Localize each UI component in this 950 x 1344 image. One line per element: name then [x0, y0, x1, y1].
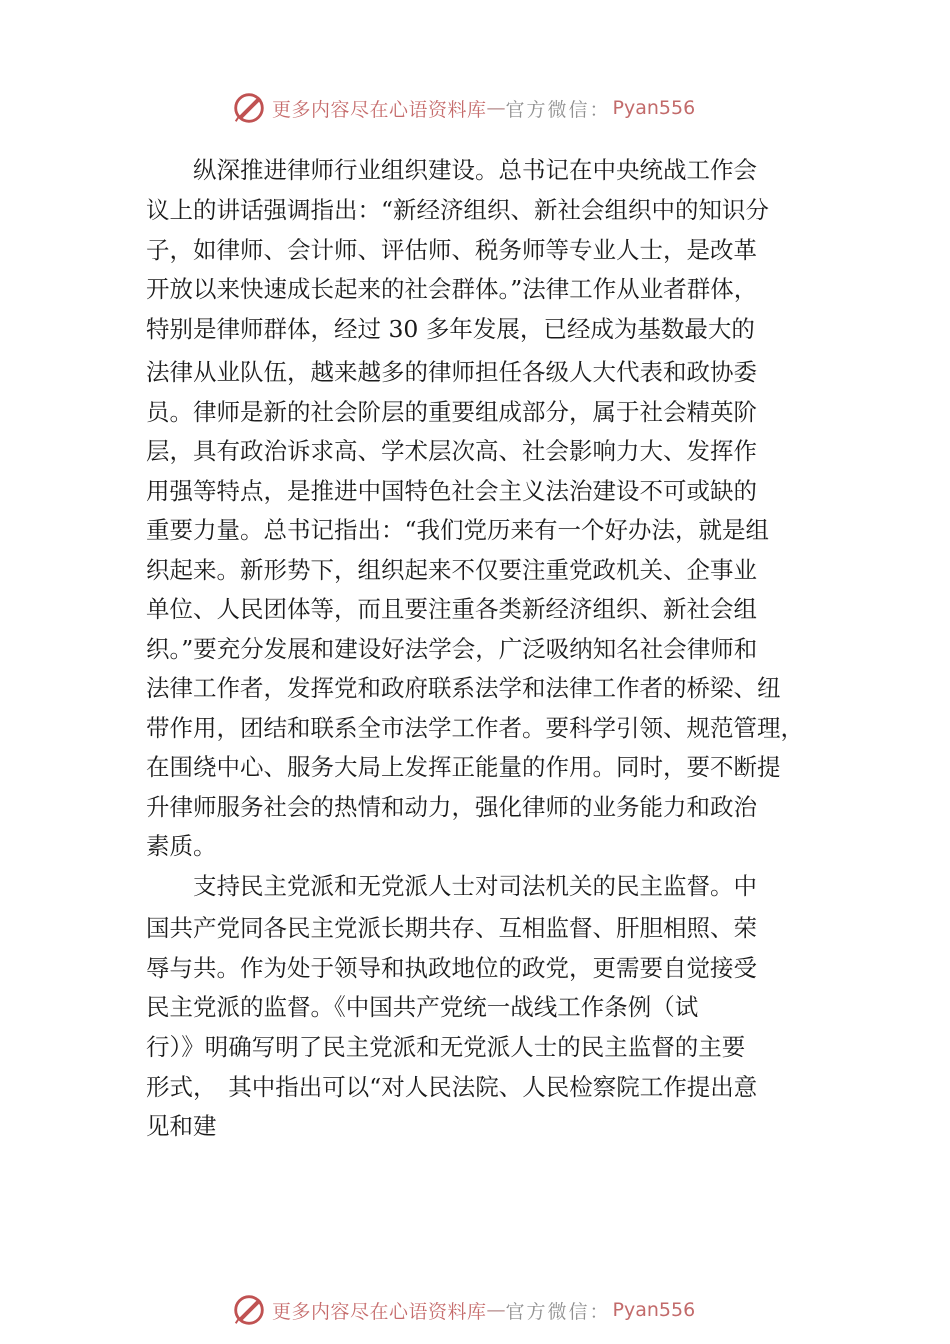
footer-wechat-label: 官方微信：: [505, 1300, 611, 1323]
body-line: 用强等特点，是推进中国特色社会主义法治建设不可或缺的: [146, 477, 757, 505]
header-wechat-id: Pyan556: [612, 97, 696, 119]
footer-banner-dash: —: [486, 1299, 506, 1321]
body-line: 民主党派的监督。《中国共产党统一战线工作条例（试: [146, 993, 699, 1021]
body-line: 辱与共。作为处于领导和执政地位的政党，更需要自觉接受: [146, 954, 757, 982]
body-line: 升律师服务社会的热情和动力，强化律师的业务能力和政治: [146, 793, 757, 821]
footer-banner-text: 更多内容尽在心语资料库: [272, 1300, 487, 1323]
body-line: 子，如律师、会计师、评估师、税务师等专业人士，是改革: [146, 236, 757, 264]
body-line: 见和建: [146, 1112, 217, 1140]
quill-seal-logo-icon: [230, 1291, 268, 1329]
body-line: 形式， 其中指出可以“对人民法院、人民检察院工作提出意: [146, 1073, 758, 1101]
body-line: 员。律师是新的社会阶层的重要组成部分，属于社会精英阶: [146, 398, 757, 426]
body-line: 织起来。新形势下，组织起来不仅要注重党政机关、企事业: [146, 556, 757, 584]
body-line: 法律从业队伍，越来越多的律师担任各级人大代表和政协委: [146, 358, 757, 386]
footer-banner: [230, 1290, 750, 1330]
quill-seal-logo-icon: [230, 89, 268, 127]
header-banner: [230, 88, 750, 128]
body-line: 开放以来快速成长起来的社会群体。”法律工作从业者群体，: [146, 275, 758, 303]
header-banner-dash: —: [486, 97, 506, 119]
body-line: 支持民主党派和无党派人士对司法机关的民主监督。中: [146, 872, 757, 900]
body-line: 纵深推进律师行业组织建设。总书记在中央统战工作会: [146, 156, 757, 184]
body-line: 带作用，团结和联系全市法学工作者。要科学引领、规范管理，: [146, 714, 804, 742]
body-line: 织。”要充分发展和建设好法学会，广泛吸纳知名社会律师和: [146, 635, 758, 663]
body-line: 行）》明确写明了民主党派和无党派人士的民主监督的主要: [146, 1033, 746, 1061]
footer-wechat-id: Pyan556: [612, 1299, 696, 1321]
body-line: 单位、人民团体等，而且要注重各类新经济组织、新社会组: [146, 595, 757, 623]
body-line: 重要力量。总书记指出：“我们党历来有一个好办法，就是组: [146, 516, 770, 544]
body-line: 议上的讲话强调指出：“新经济组织、新社会组织中的知识分: [146, 196, 770, 224]
body-line: 素质。: [146, 832, 217, 860]
header-wechat-label: 官方微信：: [505, 98, 611, 121]
body-line: 特别是律师群体，经过 30 多年发展，已经成为基数最大的: [146, 315, 755, 343]
body-line: 在围绕中心、服务大局上发挥正能量的作用。同时，要不断提: [146, 753, 781, 781]
body-line: 层，具有政治诉求高、学术层次高、社会影响力大、发挥作: [146, 437, 757, 465]
header-banner-text: 更多内容尽在心语资料库: [272, 98, 487, 121]
body-line: 国共产党同各民主党派长期共存、互相监督、肝胆相照、荣: [146, 914, 757, 942]
body-line: 法律工作者，发挥党和政府联系法学和法律工作者的桥梁、纽: [146, 674, 781, 702]
